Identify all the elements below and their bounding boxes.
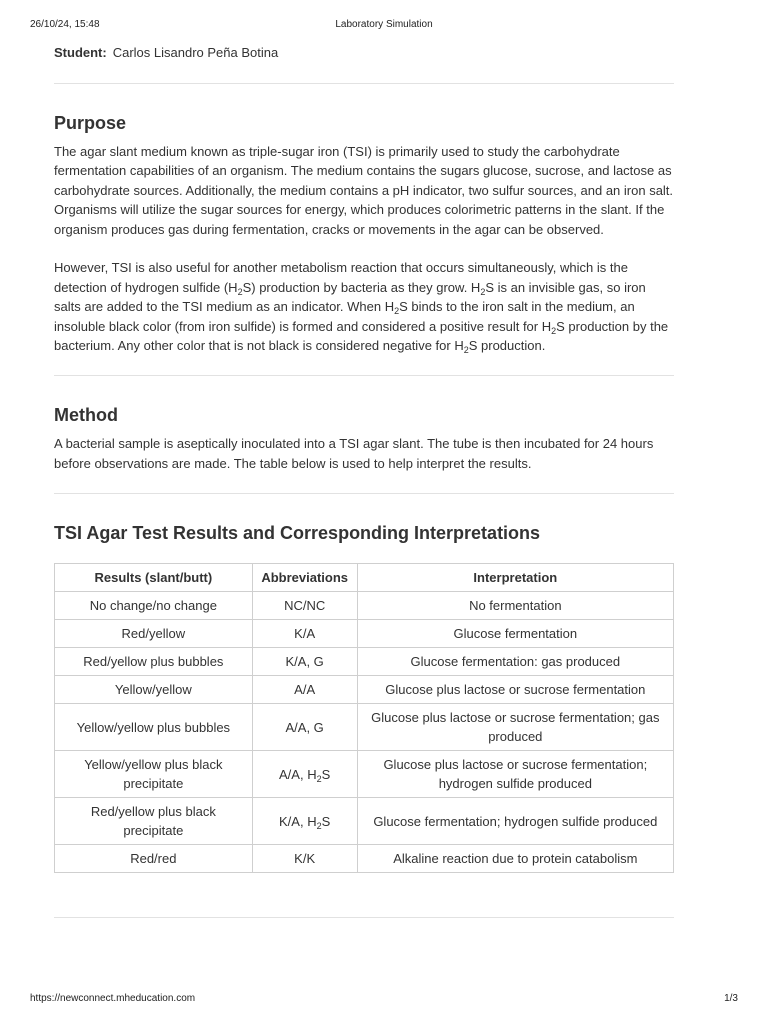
table-row: [55, 751, 674, 798]
student-line: [54, 44, 674, 62]
divider: [54, 375, 674, 376]
interpretation-cell: Glucose plus lactose or sucrose fermentation; gas produced: [357, 704, 673, 751]
result-cell: No change/no change: [55, 592, 253, 620]
method-paragraph: A bacterial sample is aseptically inoculated into a TSI agar slant. The tube is then incubated for 24 hours before observations are made. The table below is used to help interpret the results.: [54, 436, 654, 471]
column-header-interpretation: Interpretation: [357, 564, 673, 592]
interpretation-cell: Glucose plus lactose or sucrose fermentation; hydrogen sulfide produced: [357, 751, 673, 798]
table-row: [55, 592, 674, 620]
table-row: [55, 704, 674, 751]
print-footer: [30, 993, 738, 1007]
result-cell: Red/red: [55, 845, 253, 873]
result-cell: Yellow/yellow: [55, 676, 253, 704]
abbreviation-cell: A/A: [252, 676, 357, 704]
table-row: [55, 648, 674, 676]
divider: [54, 493, 674, 494]
interpretation-cell: No fermentation: [357, 592, 673, 620]
interpretation-cell: Alkaline reaction due to protein catabolism: [357, 845, 673, 873]
table-row: [55, 798, 674, 845]
print-header: [30, 19, 738, 33]
abbreviation-cell: K/K: [252, 845, 357, 873]
abbreviation-cell: K/A, $H_2S$: [252, 798, 357, 845]
purpose-paragraph-1: The agar slant medium known as triple-sugar iron (TSI) is primarily used to study the carbohydrate fermentation capabilities of an organism. The medium contains the sugars glucose, sucrose, and lactose as carbohydrate sources. Additionally, the medium contains a pH indicator, two sulfur sources, and an iron salt. Organisms will utilize the sugar sources for energy, which produces colorimetric patterns in the slant. If the organism produces gas during fermentation, cracks or movements in the agar can be observed.: [54, 144, 674, 237]
print-page-number: 1/3: [724, 993, 738, 1004]
table-row: [55, 845, 674, 873]
method-heading: Method: [54, 405, 118, 426]
student-label: Student:: [54, 45, 107, 60]
abbreviation-cell: K/A, G: [252, 648, 357, 676]
result-cell: Yellow/yellow plus bubbles: [55, 704, 253, 751]
print-title: Laboratory Simulation: [335, 19, 433, 30]
result-cell: Yellow/yellow plus black precipitate: [55, 751, 253, 798]
table-row: [55, 676, 674, 704]
purpose-heading: Purpose: [54, 113, 127, 133]
abbreviation-cell: K/A: [252, 620, 357, 648]
print-url: https://newconnect.mheducation.com: [30, 993, 196, 1004]
abbreviation-cell: A/A, G: [252, 704, 357, 751]
purpose-paragraph-2: However, TSI is also useful for another metabolism reaction that occurs simultaneously, which is the detection of hydrogen sulfide $(H_2S)$ production by bacteria as they grow. $H_2S$ is an invisible gas, so iron salts are added to the TSI medium as an indicator. When $H_2S$ binds to the iron salt in the medium, an insoluble black color (from iron sulfide) is formed and considered a positive result for $H_2S$ production by the bacterium. Any other color that is not black is considered negative for $H_2S$ production.: [54, 260, 669, 356]
interpretation-cell: Glucose plus lactose or sucrose fermentation: [357, 676, 673, 704]
divider: [54, 917, 674, 918]
divider: [54, 83, 674, 84]
table-heading: TSI Agar Test Results and Corresponding Interpretations: [54, 523, 541, 544]
tsi-results-table: [54, 563, 674, 873]
abbreviation-cell: A/A, $H_2S$: [252, 751, 357, 798]
page-content: [54, 44, 674, 918]
interpretation-cell: Glucose fermentation: [357, 620, 673, 648]
result-cell: Red/yellow plus black precipitate: [55, 798, 253, 845]
abbreviation-cell: NC/NC: [252, 592, 357, 620]
result-cell: Red/yellow plus bubbles: [55, 648, 253, 676]
print-datetime: 26/10/24, 15:48: [30, 19, 100, 30]
student-name: Carlos Lisandro Peña Botina: [112, 45, 279, 60]
table-row: [55, 620, 674, 648]
interpretation-cell: Glucose fermentation; hydrogen sulfide produced: [357, 798, 673, 845]
interpretation-cell: Glucose fermentation: gas produced: [357, 648, 673, 676]
result-cell: Red/yellow: [55, 620, 253, 648]
column-header-results: Results (slant/butt): [55, 564, 253, 592]
column-header-abbreviations: Abbreviations: [252, 564, 357, 592]
